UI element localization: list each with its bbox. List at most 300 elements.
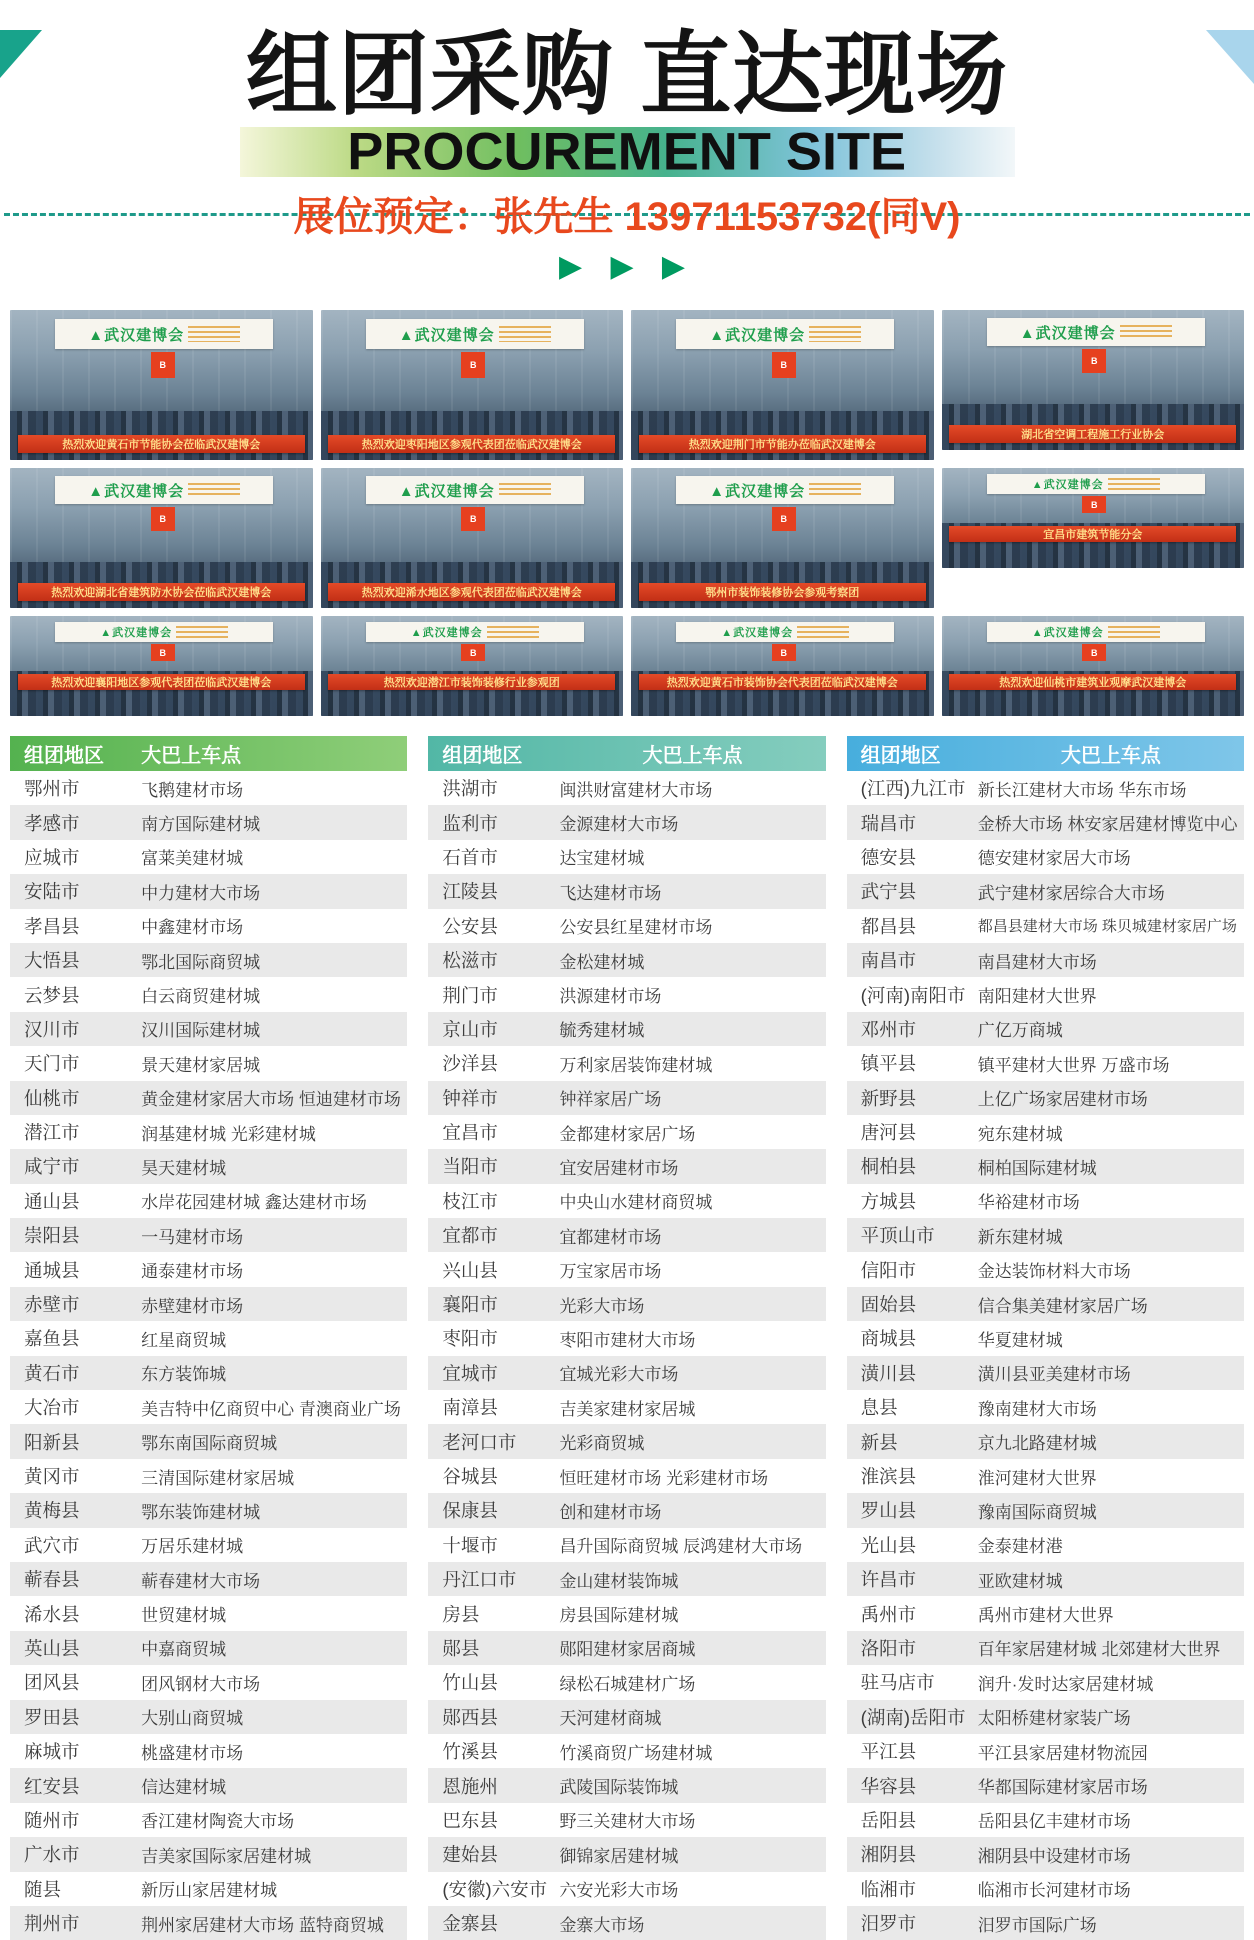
expo-sign-text: ▲武汉建博会	[88, 326, 185, 344]
region-cell: 邓州市	[860, 1018, 917, 1040]
table-row	[428, 805, 825, 839]
station-cell: 金泰建材港	[977, 1537, 1063, 1557]
column-header-region: 组团地区	[442, 745, 523, 767]
table-row	[428, 1493, 825, 1527]
region-cell: 都昌县	[860, 915, 917, 937]
region-cell: 德安县	[860, 846, 917, 868]
table-row	[428, 874, 825, 908]
station-cell: 万利家居装饰建材城	[559, 1055, 713, 1075]
station-cell: 金松建材城	[559, 952, 645, 972]
boarding-tables	[10, 736, 1244, 1940]
region-cell: 丹江口市	[442, 1569, 517, 1591]
welcome-banner: 热烈欢迎湖北省建筑防水协会莅临武汉建博会	[18, 583, 305, 601]
station-cell: 金寨大市场	[559, 1915, 645, 1935]
hall-tag: B	[461, 644, 485, 661]
region-cell: (湖南)岳阳市	[860, 1706, 966, 1728]
region-cell: 枝江市	[442, 1190, 498, 1212]
region-cell: 金寨县	[442, 1913, 498, 1935]
region-cell: 南漳县	[442, 1397, 498, 1419]
table-row	[847, 1149, 1244, 1183]
station-cell: 南昌建材大市场	[977, 952, 1097, 972]
region-cell: 阳新县	[24, 1431, 80, 1453]
hall-tag: B	[772, 644, 796, 661]
region-cell: 随县	[24, 1878, 62, 1900]
region-cell: 老河口市	[442, 1431, 517, 1453]
expo-sign-dates-decoration	[797, 626, 849, 637]
region-cell: 唐河县	[860, 1122, 917, 1144]
region-cell: 巴东县	[442, 1809, 498, 1831]
column-header-region: 组团地区	[24, 745, 104, 767]
region-cell: 兴山县	[442, 1259, 498, 1281]
region-cell: 竹山县	[442, 1672, 498, 1694]
table-row	[847, 840, 1244, 874]
table-row	[428, 1872, 825, 1906]
expo-sign-dates-decoration	[188, 483, 240, 499]
expo-sign	[987, 622, 1205, 642]
station-cell: 金达装饰材料大市场	[977, 1262, 1131, 1282]
table-row	[847, 909, 1244, 943]
region-cell: 石首市	[442, 846, 498, 868]
table-row	[428, 771, 825, 805]
boarding-table-hubei-1	[10, 736, 407, 1940]
page-title: 组团采购 直达现场	[245, 25, 1009, 126]
region-cell: 松滋市	[442, 950, 498, 972]
station-cell: 郧阳建材家居商城	[559, 1640, 696, 1660]
region-cell: 天门市	[24, 1053, 80, 1075]
station-cell: 红星商贸城	[141, 1330, 227, 1350]
table-row	[847, 1562, 1244, 1596]
table-row	[10, 1700, 407, 1734]
table-row	[847, 1700, 1244, 1734]
station-cell: 洪源建材市场	[559, 987, 662, 1007]
expo-sign	[366, 476, 584, 504]
expo-sign	[366, 319, 584, 349]
subtitle-band	[240, 122, 1015, 182]
station-cell: 宜城光彩大市场	[559, 1365, 679, 1385]
table-header	[428, 736, 825, 771]
group-photo	[631, 468, 934, 608]
hall-tag: B	[772, 507, 796, 531]
station-cell: 枣阳市建材大市场	[559, 1330, 696, 1350]
group-photo	[631, 310, 934, 460]
table-row	[428, 1803, 825, 1837]
booking-line-wrap	[0, 185, 1254, 243]
station-cell: 禹州市建材大世界	[977, 1606, 1114, 1626]
station-cell: 华都国际建材家居市场	[977, 1778, 1148, 1798]
table-row	[10, 1252, 407, 1286]
expo-sign-dates-decoration	[1108, 626, 1160, 637]
expo-sign	[55, 622, 273, 642]
station-cell: 潢川县亚美建材市场	[977, 1365, 1131, 1385]
region-cell: 平江县	[860, 1741, 917, 1763]
station-cell: 钟祥家居广场	[559, 1090, 662, 1110]
expo-sign-dates-decoration	[809, 326, 861, 343]
region-cell: 洪湖市	[442, 778, 498, 800]
table-row	[847, 805, 1244, 839]
expo-sign-dates-decoration	[176, 626, 228, 637]
table-row	[10, 1528, 407, 1562]
region-cell: 团风县	[24, 1672, 80, 1694]
region-cell: 浠水县	[24, 1603, 80, 1625]
station-cell: 临湘市长河建材市场	[977, 1881, 1131, 1901]
station-cell: 野三关建材大市场	[559, 1812, 696, 1832]
group-photo	[10, 468, 313, 608]
station-cell: 达宝建材城	[559, 849, 645, 869]
station-cell: 华夏建材城	[977, 1330, 1063, 1350]
table-row	[428, 1906, 825, 1940]
station-cell: 广亿万商城	[977, 1021, 1063, 1041]
table-row	[428, 1700, 825, 1734]
station-cell: 一马建材市场	[141, 1227, 244, 1247]
station-cell: 南阳建材大世界	[977, 987, 1097, 1007]
station-cell: 富莱美建材城	[141, 849, 244, 869]
station-cell: 白云商贸建材城	[141, 987, 261, 1007]
station-cell: 东方装饰城	[141, 1365, 227, 1385]
hall-tag: B	[1082, 644, 1106, 661]
region-cell: (安徽)六安市	[442, 1878, 548, 1900]
region-cell: 鄂州市	[24, 778, 80, 800]
table-row	[10, 1562, 407, 1596]
station-cell: 毓秀建材城	[559, 1021, 645, 1041]
region-cell: 驻马店市	[860, 1672, 935, 1694]
station-cell: 竹溪商贸广场建材城	[559, 1743, 713, 1763]
expo-sign-text: ▲武汉建博会	[709, 326, 806, 344]
table-row	[847, 771, 1244, 805]
group-photo	[631, 616, 934, 716]
station-cell: 中力建材大市场	[141, 883, 261, 903]
table-row	[428, 943, 825, 977]
region-cell: 竹溪县	[442, 1741, 498, 1763]
table-row	[10, 1493, 407, 1527]
table-row	[428, 1390, 825, 1424]
region-cell: 南昌市	[860, 950, 917, 972]
region-cell: 平顶山市	[860, 1225, 935, 1247]
station-cell: 六安光彩大市场	[559, 1881, 679, 1901]
region-cell: 宜城市	[442, 1362, 498, 1384]
region-cell: 钟祥市	[442, 1087, 498, 1109]
station-cell: 新长江建材大市场 华东市场	[977, 780, 1187, 800]
table-row	[10, 977, 407, 1011]
table-row	[428, 1115, 825, 1149]
table-row	[847, 1906, 1244, 1940]
table-row	[428, 1459, 825, 1493]
table-row	[847, 1012, 1244, 1046]
region-cell: 光山县	[860, 1534, 917, 1556]
table-row	[847, 1081, 1244, 1115]
expo-sign	[676, 476, 894, 504]
station-cell: 鄂北国际商贸城	[141, 952, 261, 972]
region-cell: 华容县	[860, 1775, 917, 1797]
table-row	[847, 1528, 1244, 1562]
station-cell: 昊天建材城	[141, 1158, 227, 1178]
group-photo	[10, 616, 313, 716]
table-row	[428, 840, 825, 874]
expo-sign-text: ▲武汉建博会	[398, 482, 495, 500]
table-header	[10, 736, 407, 771]
table-header	[847, 736, 1244, 771]
table-row	[428, 1562, 825, 1596]
station-cell: 世贸建材城	[141, 1606, 227, 1626]
station-cell: 天河建材商城	[559, 1709, 662, 1729]
station-cell: 闽洪财富建材大市场	[559, 780, 713, 800]
station-cell: 宜都建材市场	[559, 1227, 662, 1247]
region-cell: (江西)九江市	[860, 778, 966, 800]
region-cell: 信阳市	[860, 1259, 917, 1281]
station-cell: 鄂东南国际商贸城	[141, 1434, 278, 1454]
region-cell: 红安县	[24, 1775, 80, 1797]
station-cell: 公安县红星建材市场	[559, 918, 713, 938]
table-body	[847, 771, 1244, 1940]
expo-sign-text: ▲武汉建博会	[88, 482, 185, 500]
region-cell: 新县	[860, 1431, 898, 1453]
welcome-banner: 热烈欢迎仙桃市建筑业观摩武汉建博会	[949, 674, 1236, 690]
table-row	[428, 1012, 825, 1046]
station-cell: 京九北路建材城	[977, 1434, 1097, 1454]
station-cell: 荆州家居建材大市场 蓝特商贸城	[141, 1915, 384, 1935]
expo-sign-dates-decoration	[499, 326, 551, 343]
station-cell: 湘阴县中设建材市场	[977, 1846, 1131, 1866]
group-photo	[321, 310, 624, 460]
station-cell: 武宁建材家居综合大市场	[977, 883, 1165, 903]
station-cell: 美吉特中亿商贸中心 青澳商业广场	[141, 1399, 401, 1419]
region-cell: 湘阴县	[860, 1844, 917, 1866]
region-cell: 淮滨县	[860, 1466, 917, 1487]
boarding-table-neighbor-provinces	[847, 736, 1244, 1940]
region-cell: 崇阳县	[24, 1225, 80, 1247]
table-row	[428, 1424, 825, 1458]
table-row	[428, 1596, 825, 1630]
expo-sign-text: ▲武汉建博会	[398, 326, 495, 344]
hall-tag: B	[151, 507, 175, 531]
station-cell: 南方国际建材城	[141, 815, 261, 835]
region-cell: 英山县	[24, 1637, 80, 1659]
region-cell: 襄阳市	[442, 1294, 498, 1316]
station-cell: 德安建材家居大市场	[977, 849, 1131, 869]
station-cell: 太阳桥建材家装广场	[977, 1709, 1131, 1729]
table-row	[428, 1184, 825, 1218]
station-cell: 景天建材家居城	[141, 1055, 261, 1075]
station-cell: 黄金建材家居大市场 恒迪建材市场	[141, 1090, 401, 1110]
photo-grid	[10, 310, 1244, 716]
expo-sign-text: ▲武汉建博会	[410, 627, 483, 639]
region-cell: 武宁县	[860, 881, 917, 903]
table-row	[10, 1218, 407, 1252]
expo-sign	[987, 474, 1205, 494]
group-photo	[321, 616, 624, 716]
region-cell: 岳阳县	[860, 1809, 917, 1831]
station-cell: 团风钢材大市场	[141, 1674, 261, 1694]
expo-sign-dates-decoration	[188, 326, 240, 343]
region-cell: 潜江市	[24, 1122, 80, 1144]
region-cell: 保康县	[442, 1500, 498, 1522]
expo-sign-dates-decoration	[487, 626, 539, 637]
table-row	[847, 1631, 1244, 1665]
region-cell: 十堰市	[442, 1534, 498, 1556]
table-row	[10, 1184, 407, 1218]
region-cell: 临湘市	[860, 1878, 917, 1900]
region-cell: 建始县	[442, 1844, 498, 1866]
table-row	[847, 1390, 1244, 1424]
welcome-banner: 热烈欢迎黄石市装饰协会代表团莅临武汉建博会	[639, 674, 926, 690]
hall-tag: B	[151, 644, 175, 661]
table-row	[428, 1631, 825, 1665]
station-cell: 上亿广场家居建材市场	[977, 1090, 1148, 1110]
station-cell: 中鑫建材市场	[141, 918, 244, 938]
table-row	[847, 943, 1244, 977]
table-body	[428, 771, 825, 1940]
table-row	[847, 1459, 1244, 1493]
table-row	[10, 909, 407, 943]
station-cell: 新厉山家居建材城	[141, 1881, 278, 1901]
station-cell: 汨罗市国际广场	[977, 1915, 1097, 1935]
region-cell: 广水市	[24, 1844, 80, 1866]
table-row	[847, 1252, 1244, 1286]
station-cell: 新东建材城	[977, 1227, 1063, 1247]
station-cell: 武陵国际装饰城	[559, 1778, 679, 1798]
corner-triangle-right	[1206, 30, 1254, 84]
station-cell: 香江建材陶瓷大市场	[141, 1812, 295, 1832]
table-row	[847, 874, 1244, 908]
table-row	[847, 1356, 1244, 1390]
hall-tag: B	[461, 352, 485, 378]
region-cell: 监利市	[442, 812, 498, 834]
expo-sign-dates-decoration	[809, 483, 861, 499]
table-row	[428, 1218, 825, 1252]
station-cell: 飞达建材市场	[559, 883, 662, 903]
table-row	[428, 977, 825, 1011]
table-row	[10, 1321, 407, 1355]
table-row	[847, 1665, 1244, 1699]
region-cell: 黄石市	[24, 1362, 80, 1384]
station-cell: 金源建材大市场	[559, 815, 679, 835]
welcome-banner: 热烈欢迎襄阳地区参观代表团莅临武汉建博会	[18, 674, 305, 690]
station-cell: 绿松石城建材广场	[559, 1674, 696, 1694]
region-cell: 黄冈市	[24, 1466, 80, 1487]
table-row	[847, 1803, 1244, 1837]
region-cell: 桐柏县	[860, 1156, 917, 1178]
expo-sign-text: ▲武汉建博会	[709, 482, 806, 500]
table-row	[10, 1837, 407, 1871]
region-cell: 新野县	[860, 1087, 917, 1109]
region-cell: 武穴市	[24, 1534, 80, 1556]
station-cell: 淮河建材大世界	[977, 1468, 1097, 1488]
table-row	[10, 1046, 407, 1080]
table-row	[10, 1287, 407, 1321]
region-cell: 荆州市	[24, 1913, 80, 1935]
table-row	[10, 1390, 407, 1424]
table-row	[10, 1115, 407, 1149]
region-cell: 宜都市	[442, 1225, 498, 1247]
region-cell: 江陵县	[442, 881, 498, 903]
table-row	[10, 874, 407, 908]
table-row	[10, 1356, 407, 1390]
region-cell: 麻城市	[24, 1741, 80, 1763]
welcome-banner: 鄂州市装饰装修协会参观考察团	[639, 583, 926, 601]
region-cell: 罗山县	[860, 1500, 917, 1522]
column-header-region: 组团地区	[860, 745, 941, 767]
table-row	[428, 909, 825, 943]
region-cell: 许昌市	[860, 1569, 917, 1591]
region-cell: 当阳市	[442, 1156, 498, 1178]
corner-triangle-left	[0, 30, 42, 78]
hall-tag: B	[151, 352, 175, 378]
station-cell: 桐柏国际建材城	[977, 1158, 1097, 1178]
region-cell: 洛阳市	[860, 1637, 917, 1659]
station-cell: 润升·发时达家居建材城	[977, 1674, 1154, 1694]
station-cell: 房县国际建材城	[559, 1606, 679, 1626]
region-cell: 罗田县	[24, 1706, 80, 1728]
region-cell: 随州市	[24, 1809, 80, 1831]
expo-sign-text: ▲武汉建博会	[1031, 627, 1104, 639]
table-row	[428, 1356, 825, 1390]
region-cell: 郧西县	[442, 1706, 498, 1728]
table-row	[428, 1837, 825, 1871]
region-cell: 息县	[860, 1397, 898, 1419]
group-photo	[942, 616, 1245, 716]
table-row	[847, 977, 1244, 1011]
station-cell: 豫南国际商贸城	[977, 1502, 1097, 1522]
table-row	[10, 943, 407, 977]
group-photo	[10, 310, 313, 460]
hall-tag: B	[1082, 496, 1106, 513]
region-cell: 方城县	[860, 1190, 917, 1212]
station-cell: 都昌县建材大市场 珠贝城建材家居广场	[977, 918, 1237, 936]
station-cell: 百年家居建材城 北郊建材大世界	[977, 1640, 1221, 1660]
station-cell: 恒旺建材市场 光彩建材市场	[559, 1468, 769, 1488]
table-row	[10, 1768, 407, 1802]
station-cell: 通泰建材市场	[141, 1262, 244, 1282]
table-row	[10, 1906, 407, 1940]
hall-tag: B	[1082, 349, 1106, 373]
station-cell: 万居乐建材城	[141, 1537, 244, 1557]
station-cell: 金山建材装饰城	[559, 1571, 679, 1591]
table-row	[847, 1184, 1244, 1218]
region-cell: (河南)南阳市	[860, 984, 966, 1006]
table-row	[10, 1803, 407, 1837]
table-row	[428, 1046, 825, 1080]
column-header-station: 大巴上车点	[642, 745, 743, 767]
region-cell: 瑞昌市	[860, 812, 917, 834]
station-cell: 金都建材家居广场	[559, 1124, 696, 1144]
station-cell: 润基建材城 光彩建材城	[141, 1124, 316, 1144]
station-cell: 御锦家居建材城	[559, 1846, 679, 1866]
table-row	[847, 1115, 1244, 1149]
table-row	[428, 1528, 825, 1562]
region-cell: 通山县	[24, 1190, 80, 1212]
group-photo	[942, 468, 1245, 568]
table-row	[10, 1459, 407, 1493]
table-row	[10, 1596, 407, 1630]
table-row	[847, 1768, 1244, 1802]
column-header-station: 大巴上车点	[1060, 745, 1161, 767]
booking-contact-text: 展位预定：张先生 13971153732(同V)	[293, 195, 961, 239]
table-row	[428, 1252, 825, 1286]
station-cell: 吉美家国际家居建材城	[141, 1846, 312, 1866]
region-cell: 汨罗市	[860, 1913, 917, 1935]
group-photo	[942, 310, 1245, 450]
expo-sign-text: ▲武汉建博会	[1031, 479, 1104, 491]
table-row	[428, 1321, 825, 1355]
expo-sign-text: ▲武汉建博会	[721, 627, 794, 639]
region-cell: 咸宁市	[24, 1156, 80, 1178]
table-row	[10, 1665, 407, 1699]
table-row	[428, 1665, 825, 1699]
region-cell: 孝昌县	[24, 915, 80, 937]
station-cell: 中嘉商贸城	[141, 1640, 227, 1660]
table-row	[10, 805, 407, 839]
region-cell: 宜昌市	[442, 1122, 498, 1144]
table-row	[10, 1149, 407, 1183]
